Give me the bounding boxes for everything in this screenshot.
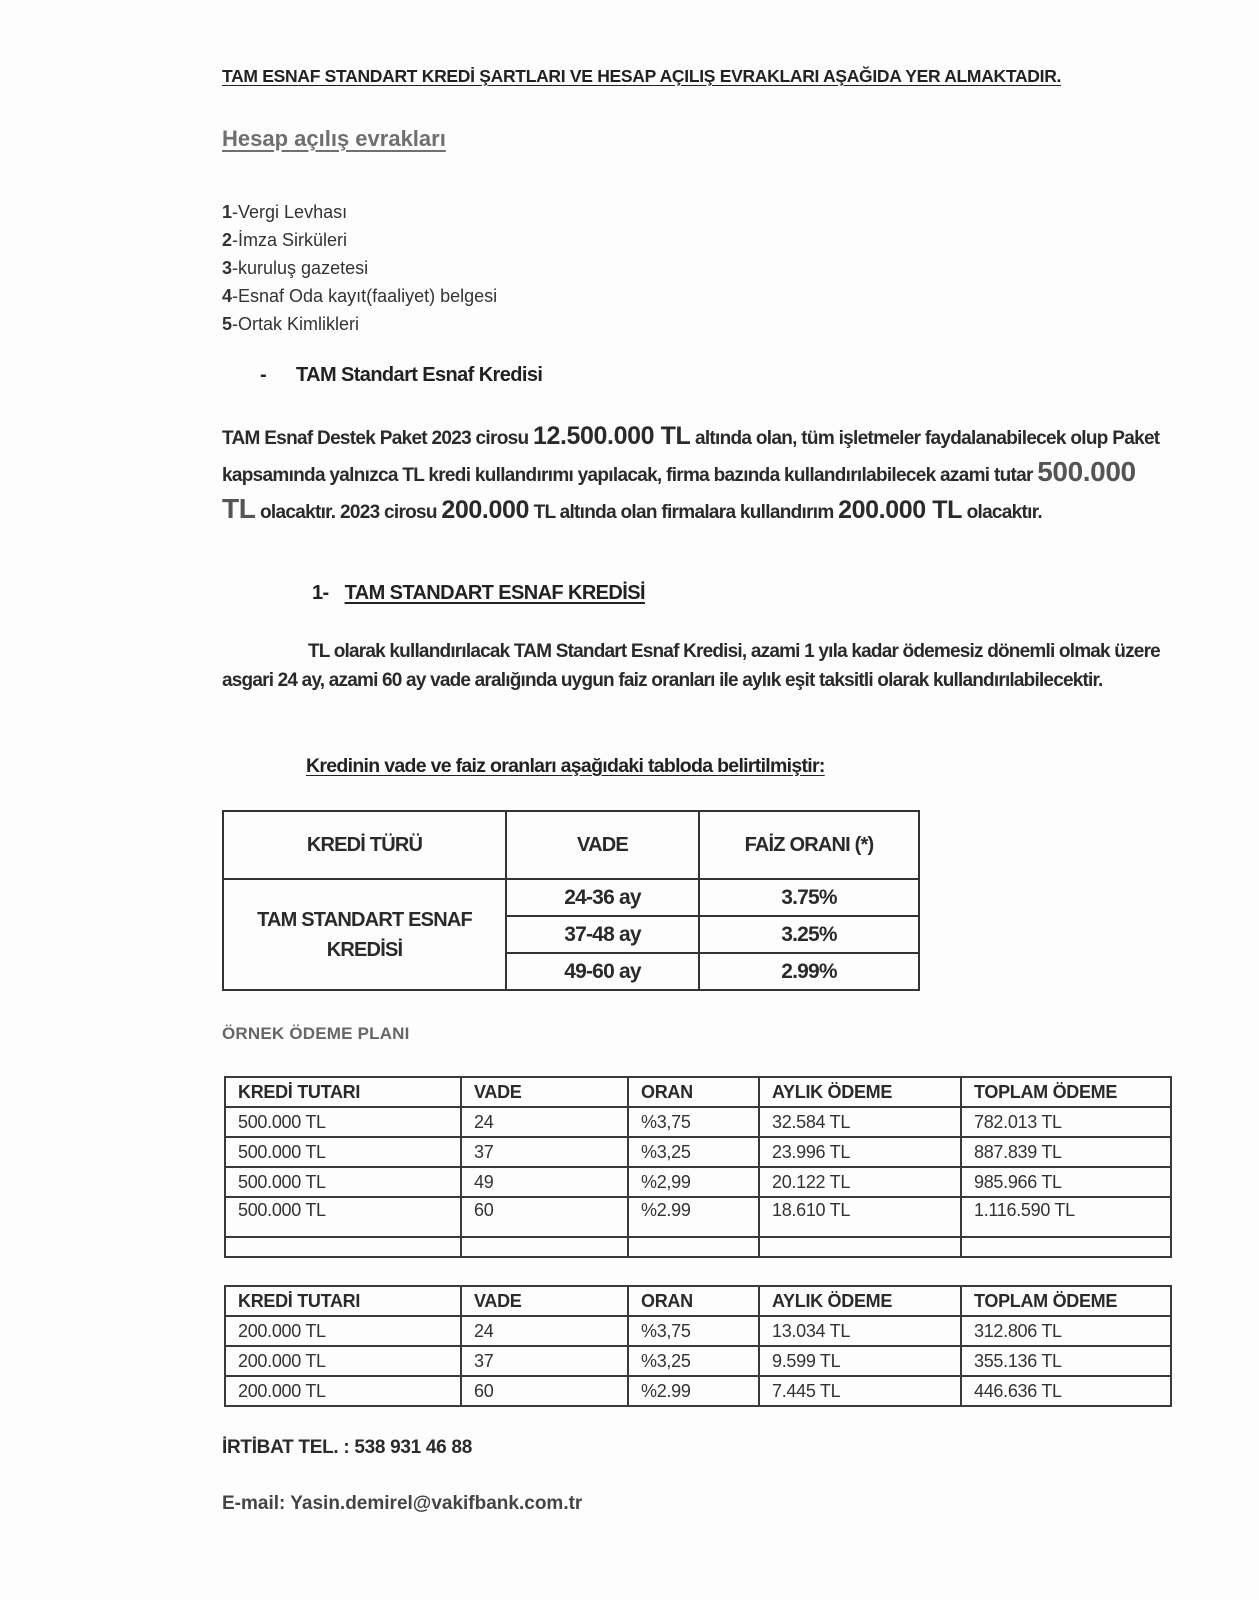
interest-rates-table (222, 810, 920, 991)
column-header: ORAN (628, 1077, 759, 1107)
bullet-dash: - (260, 364, 267, 386)
table-header-row (225, 1077, 1171, 1107)
column-header: ORAN (628, 1286, 759, 1316)
loan-subheading-text: TAM Standart Esnaf Kredisi (296, 364, 543, 386)
credit-type-cell: TAM STANDART ESNAF KREDİSİ (223, 879, 506, 990)
email-address[interactable]: Yasin.demirel@vakifbank.com.tr (290, 1493, 583, 1514)
table-row: 500.000 TL 37 %3,25 23.996 TL 887.839 TL (225, 1137, 1171, 1167)
term-cell: 49-60 ay (506, 953, 699, 990)
payment-plan-table-500k (224, 1076, 1172, 1258)
section-number: 1- (312, 582, 329, 604)
column-header: KREDİ TUTARI (225, 1077, 461, 1107)
table-row (223, 879, 919, 916)
payment-plan-table-200k (224, 1285, 1172, 1407)
column-header: AYLIK ÖDEME (759, 1077, 961, 1107)
account-documents-heading: Hesap açılış evrakları (222, 126, 446, 151)
sample-plan-label: ÖRNEK ÖDEME PLANI (222, 1024, 410, 1043)
table-row: 200.000 TL 60 %2.99 7.445 TL 446.636 TL (225, 1376, 1171, 1406)
max-amount: 500.000 TL (222, 456, 1136, 524)
small-firm-amount: 200.000 TL (838, 496, 962, 524)
table-row: 500.000 TL 49 %2,99 20.122 TL 985.966 TL (225, 1167, 1171, 1197)
document-item: 4-Esnaf Oda kayıt(faaliyet) belgesi (222, 286, 498, 306)
column-header: TOPLAM ÖDEME (961, 1286, 1171, 1316)
column-header: VADE (461, 1077, 628, 1107)
term-cell: 24-36 ay (506, 879, 699, 916)
rates-table-caption: Kredinin vade ve faiz oranları aşağıdaki tabloda belirtilmiştir: (306, 755, 825, 777)
intro-paragraph: TAM Esnaf Destek Paket 2023 cirosu 12.500.000 TL altında olan, tüm işletmeler faydalanabilecek olup Paket kapsamında yalnızca TL kredi kullandırımı yapılacak, firma bazında kullandırılabilecek azami tutar 500.000 TL olacaktır. 2023 cirosu 200.000 TL altında olan firmalara kullandırım 200.000 TL olacaktır. (222, 422, 1160, 524)
table-row-empty (225, 1237, 1171, 1257)
table-row: 200.000 TL 24 %3,75 13.034 TL 312.806 TL (225, 1316, 1171, 1346)
small-turnover-limit: 200.000 (441, 496, 529, 524)
column-header: VADE (461, 1286, 628, 1316)
column-header: AYLIK ÖDEME (759, 1286, 961, 1316)
section-title: TAM STANDART ESNAF KREDİSİ (344, 582, 645, 604)
term-cell: 37-48 ay (506, 916, 699, 953)
account-documents-list (222, 198, 497, 338)
column-header: KREDİ TÜRÜ (223, 811, 506, 879)
column-header: FAİZ ORANI (*) (699, 811, 919, 879)
column-header: VADE (506, 811, 699, 879)
table-header-row (225, 1286, 1171, 1316)
credit-terms-paragraph: TL olarak kullandırılacak TAM Standart Esnaf Kredisi, azami 1 yıla kadar ödemesiz dönemli olmak üzere asgari 24 ay, azami 60 ay vade aralığında uygun faiz oranları ile aylık eşit taksitli olarak kullandırılabilecektir. (222, 641, 1160, 691)
document-item: 1-Vergi Levhası (222, 202, 348, 222)
email-label: E-mail: (222, 1493, 291, 1514)
section-heading (312, 582, 645, 605)
loan-subheading (260, 364, 542, 387)
rate-cell: 2.99% (699, 953, 919, 990)
table-row: 200.000 TL 37 %3,25 9.599 TL 355.136 TL (225, 1346, 1171, 1376)
document-item: 2-İmza Sirküleri (222, 230, 348, 250)
rate-cell: 3.25% (699, 916, 919, 953)
column-header: TOPLAM ÖDEME (961, 1077, 1171, 1107)
contact-email-line (222, 1493, 582, 1515)
column-header: KREDİ TUTARI (225, 1286, 461, 1316)
turnover-limit: 12.500.000 TL (532, 422, 691, 450)
rate-cell: 3.75% (699, 879, 919, 916)
table-row: 500.000 TL 60 %2.99 18.610 TL 1.116.590 TL (225, 1197, 1171, 1237)
document-title: TAM ESNAF STANDART KREDİ ŞARTLARI VE HESAP AÇILIŞ EVRAKLARI AŞAĞIDA YER ALMAKTADIR. (222, 66, 1062, 86)
contact-phone: İRTİBAT TEL. : 538 931 46 88 (222, 1437, 472, 1458)
table-row: 500.000 TL 24 %3,75 32.584 TL 782.013 TL (225, 1107, 1171, 1137)
document-item: 3-kuruluş gazetesi (222, 258, 369, 278)
table-header-row (223, 811, 919, 879)
document-item: 5-Ortak Kimlikleri (222, 314, 360, 334)
